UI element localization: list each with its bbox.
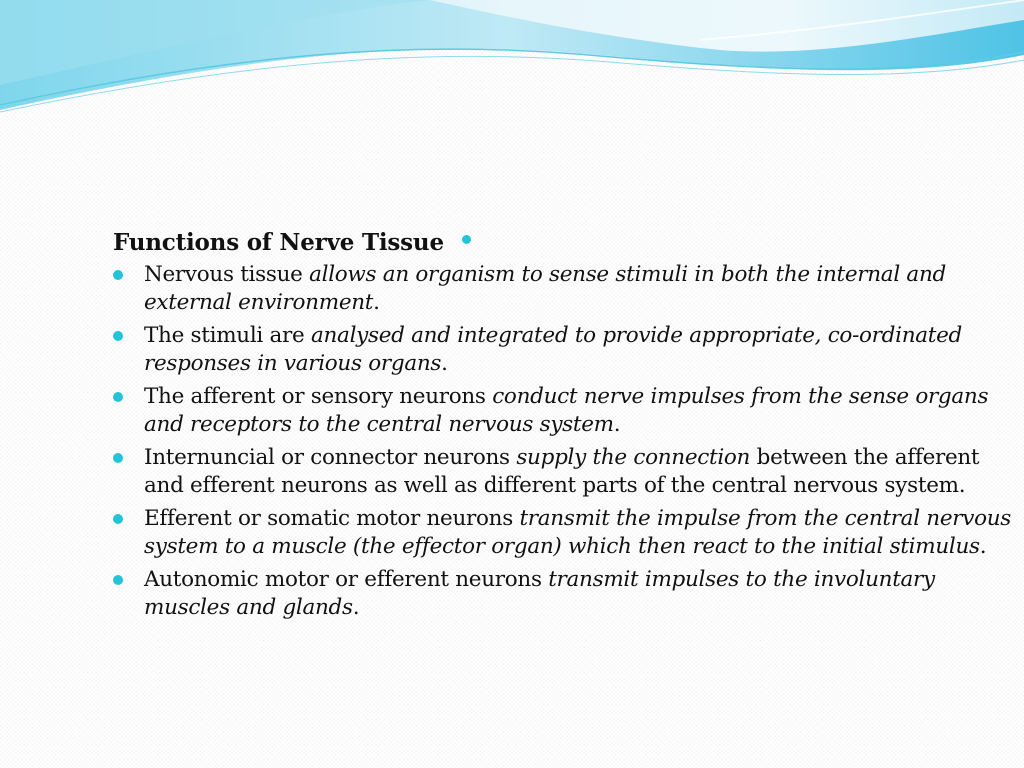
bullet-text-tail: . (613, 411, 621, 437)
header-wave-decoration (0, 0, 1024, 130)
bullet-dot-icon (113, 453, 123, 463)
bullet-text-plain: Autonomic motor or efferent neurons (144, 567, 549, 592)
bullet-item (113, 322, 1013, 377)
bullet-text-plain: The stimuli are (144, 323, 311, 348)
slide-title: Functions of Nerve Tissue (113, 229, 444, 256)
bullet-text-tail: . (441, 350, 448, 376)
slide-content (113, 228, 1013, 627)
bullet-item (113, 566, 1013, 621)
bullet-item (113, 383, 1013, 438)
bullet-text-italic: analysed and integrated to provide appropriate, co-ordinated responses in various organs (144, 323, 962, 376)
bullet-dot-icon (113, 575, 123, 585)
bullet-text-italic: allows an organism to sense stimuli in both the internal and external environment (144, 262, 946, 315)
bullet-text-italic: supply the connection (516, 445, 751, 470)
bullet-dot-icon (113, 270, 123, 280)
bullet-dot-icon (113, 514, 123, 524)
bullet-text-plain: Nervous tissue (144, 262, 310, 287)
bullet-dot-icon (113, 392, 123, 402)
bullet-list (113, 261, 1013, 621)
bullet-text-plain: Internuncial or connector neurons (144, 445, 517, 470)
bullet-text-tail: . (352, 594, 360, 620)
slide-title-row (113, 228, 1013, 257)
bullet-text-tail: between the afferent and efferent neurons as well as different parts of the central nervous system. (144, 445, 980, 498)
bullet-text-tail: . (979, 533, 987, 559)
bullet-text-tail: . (373, 289, 380, 315)
bullet-text-italic: transmit impulses to the involuntary muscles and glands (144, 567, 935, 620)
bullet-item (113, 444, 1013, 499)
bullet-item (113, 505, 1013, 560)
bullet-dot-icon (113, 331, 123, 341)
bullet-text-italic: transmit the impulse from the central nervous system to a muscle (the effector organ) which then react to the initial stimulus (144, 506, 1012, 559)
bullet-text-plain: The afferent or sensory neurons (144, 384, 493, 409)
bullet-text-italic: conduct nerve impulses from the sense organs and receptors to the central nervous system (144, 384, 989, 437)
bullet-text-plain: Efferent or somatic motor neurons (144, 506, 520, 531)
bullet-item (113, 261, 1013, 316)
bullet-dot-icon (462, 235, 471, 244)
